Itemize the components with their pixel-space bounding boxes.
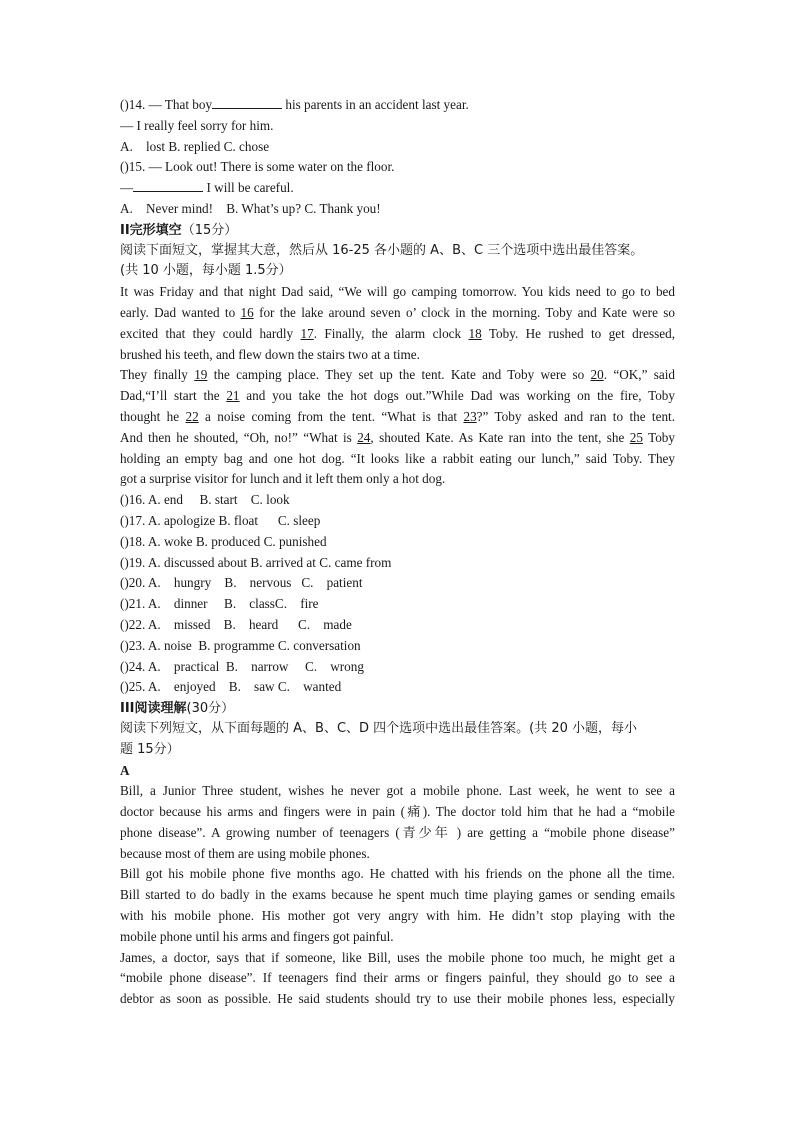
option-row-20: ()20. A. hungry B. nervous C. patient (120, 575, 363, 591)
text-line: holding an empty bag and one hot dog. “It looks like a rabbit eating our lunch,” said Toby. They (120, 450, 675, 466)
section-3-instruction: 阅读下列短文，从下面每题的 A、B、C、D 四个选项中选出最佳答案。(共 20 小题，每小 (120, 720, 638, 736)
question-15: ()15. — Look out! There is some water on the floor. (120, 159, 395, 175)
cloze-blank-19: 19 (194, 367, 208, 383)
passage-label: A (120, 762, 130, 778)
cloze-blank-17: 17 (300, 325, 314, 341)
reading-paragraph-2 (120, 864, 675, 947)
cloze-paragraph-2 (120, 365, 675, 490)
text-line: excited that they could hardly 17. Finally, the alarm clock 18 Toby. He rushed to get dressed, (120, 325, 675, 341)
option-row-17: ()17. A. apologize B. float C. sleep (120, 512, 321, 528)
cloze-options (120, 490, 675, 698)
cloze-paragraph-1 (120, 282, 675, 365)
text-line: James, a doctor, says that if someone, like Bill, uses the mobile phone too much, he might get a (120, 949, 675, 965)
cloze-blank-18: 18 (468, 325, 482, 341)
option-row-25: ()25. A. enjoyed B. saw C. wanted (120, 679, 342, 695)
cloze-blank-23: 23 (463, 408, 477, 424)
text-line: “mobile phone disease”. If teenagers find their arms or fingers painful, they should go to see a (120, 970, 675, 986)
cloze-blank-25: 25 (629, 429, 643, 445)
option-row-22: ()22. A. missed B. heard C. made (120, 616, 352, 632)
text-line: thought he 22 a noise coming from the tent. “What is that 23?” Toby asked and ran to the tent. (120, 408, 675, 424)
text-line: got a surprise visitor for lunch and it left them only a hot dog. (120, 471, 446, 487)
text-line: mobile phone until his arms and fingers got painful. (120, 928, 394, 944)
section-3-heading: III阅读理解(30分） (120, 701, 235, 717)
text-line: They finally 19 the camping place. They set up the tent. Kate and Toby were so 20. “OK,” said (120, 367, 675, 383)
text-line: Bill got his mobile phone five months ago. He chatted with his friends on the phone all the time. (120, 866, 675, 882)
section-2-instruction-count: (共 10 小题，每小题 1.5分） (120, 263, 292, 279)
text-line: Dad,“I’ll start the 21 and you take the hot dogs out.”While Dad was working on the fire, Toby (120, 388, 675, 404)
text-line: And then he shouted, “Oh, no!” “What is 24, shouted Kate. As Kate ran into the tent, she 25 Toby (120, 429, 675, 445)
text-line: doctor because his arms and fingers were in pain (痛). The doctor told him that he had a “mobile (120, 804, 675, 820)
answer-blank-14[interactable] (212, 95, 282, 109)
cloze-blank-22: 22 (185, 408, 199, 424)
document-page (120, 95, 675, 1010)
text-line: early. Dad wanted to 16 for the lake around seven o’ clock in the morning. Toby and Kate were so (120, 304, 675, 320)
text-line: Bill started to do badly in the exams because he spent much time playing games or sending emails (120, 887, 675, 903)
question-14: ()14. — That boy his parents in an accident last year. (120, 97, 469, 112)
cloze-blank-21: 21 (226, 388, 240, 404)
question-15-reply: — I will be careful. (120, 180, 294, 196)
option-row-24: ()24. A. practical B. narrow C. wrong (120, 658, 364, 674)
text-line: It was Friday and that night Dad said, “We will go camping tomorrow. You kids need to go to bed (120, 284, 675, 300)
question-15-options: A. Never mind! B. What’s up? C. Thank you! (120, 200, 381, 216)
text-line: because most of them are using mobile phones. (120, 845, 370, 861)
cloze-blank-20: 20 (590, 367, 604, 383)
reading-paragraph-3 (120, 948, 675, 1010)
text-line: Bill, a Junior Three student, wishes he never got a mobile phone. Last week, he went to see a (120, 783, 675, 799)
cloze-blank-24: 24 (357, 429, 371, 445)
option-row-23: ()23. A. noise B. programme C. conversation (120, 637, 361, 653)
text-line: brushed his teeth, and flew down the stairs two at a time. (120, 346, 420, 362)
section-2-heading: II完形填空（15分） (120, 222, 238, 238)
option-row-21: ()21. A. dinner B. classC. fire (120, 596, 319, 612)
text-line: with his mobile phone. His mother got very angry with him. He didn’t stop playing with the (120, 908, 675, 924)
option-row-19: ()19. A. discussed about B. arrived at C. came from (120, 554, 392, 570)
question-14-options: A. lost B. replied C. chose (120, 138, 270, 154)
option-row-16: ()16. A. end B. start C. look (120, 492, 290, 508)
reading-paragraph-1 (120, 781, 675, 864)
text-line: debtor as soon as possible. He said students should try to use their mobile phones less, especially (120, 991, 675, 1007)
text-line: phone disease”. A growing number of teenagers (青少年 ) are getting a “mobile phone disease” (120, 824, 675, 840)
answer-blank-15[interactable] (133, 178, 203, 192)
question-14-reply: — I really feel sorry for him. (120, 117, 274, 133)
option-row-18: ()18. A. woke B. produced C. punished (120, 533, 327, 549)
section-2-instruction: 阅读下面短文，掌握其大意，然后从 16-25 各小题的 A、B、C 三个选项中选出最佳答案。 (120, 242, 644, 258)
cloze-blank-16: 16 (240, 304, 254, 320)
section-3-instruction-count: 题 15分） (120, 741, 180, 757)
